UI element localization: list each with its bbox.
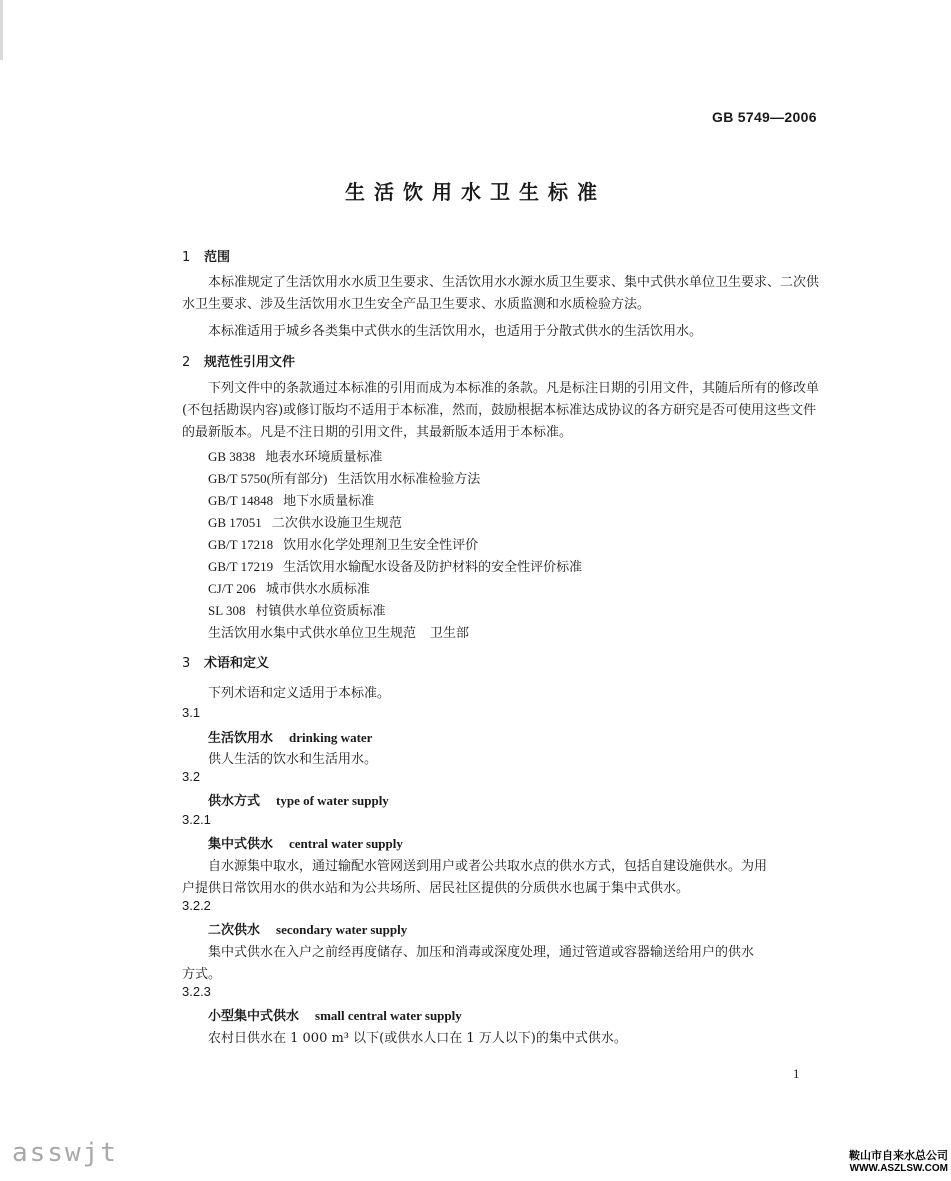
clause-number: 3.2.3 [182, 984, 211, 999]
reference-item [208, 468, 480, 487]
section-2-paragraph-1: 下列文件中的条款通过本标准的引用而成为本标准的条款。凡是标注日期的引用文件，其随后所有的修改单(不包括勘误内容)或修订版均不适用于本标准，然而，鼓励根据本标准达成协议的各方研究是否可使用这些文件的最新版本。凡是不注日期的引用文件，其最新版本适用于本标准。 [182, 381, 820, 440]
section-3-heading [182, 652, 269, 671]
clause-number: 3.2.1 [182, 812, 211, 827]
reference-item [208, 534, 478, 553]
reference-code: 生活饮用水集中式供水单位卫生规范 [208, 626, 417, 641]
reference-name: 村镇供水单位资质标准 [255, 604, 386, 619]
reference-item [208, 512, 402, 531]
term-definition-line-1: 集中式供水在入户之前经再度储存、加压和消毒或深度处理，通过管道或容器输送给用户的供水 [208, 945, 755, 960]
reference-name: 城市供水水质标准 [265, 582, 370, 597]
page-number: 1 [793, 1066, 800, 1081]
reference-name: 饮用水化学处理剂卫生安全性评价 [283, 538, 479, 553]
section-2-heading [182, 351, 295, 370]
reference-code: GB/T 17218 [208, 537, 274, 552]
reference-code: GB 3838 [208, 449, 256, 464]
reference-item [208, 490, 374, 509]
term-heading [208, 833, 403, 852]
term-heading [208, 1005, 462, 1024]
section-number: 2 [182, 355, 191, 370]
scan-edge [0, 0, 3, 60]
section-1-heading [182, 246, 230, 265]
watermark-company: 鞍山市自来水总公司 [849, 1149, 948, 1162]
watermark-left: asswjt [12, 1138, 118, 1168]
standard-number: GB 5749—2006 [712, 109, 817, 125]
term-definition-line-1: 自水源集中取水，通过输配水管网送到用户或者公共取水点的供水方式，包括自建设施供水。为用 [208, 859, 768, 874]
reference-name: 地下水质量标准 [283, 494, 375, 509]
term-en: drinking water [289, 730, 373, 745]
term-definition: 农村日供水在 1 000 m³ 以下(或供水人口在 1 万人以下)的集中式供水。 [208, 1031, 627, 1046]
section-1-paragraph-2: 本标准适用于城乡各类集中式供水的生活饮用水，也适用于分散式供水的生活饮用水。 [208, 324, 703, 339]
section-1-paragraph-1: 本标准规定了生活饮用水水质卫生要求、生活饮用水水源水质卫生要求、集中式供水单位卫生要求、二次供水卫生要求、涉及生活饮用水卫生安全产品卫生要求、水质监测和水质检验方法。 [182, 275, 820, 312]
reference-name: 生活饮用水输配水设备及防护材料的安全性评价标准 [283, 560, 583, 575]
section-title: 范围 [204, 250, 231, 265]
term-zh: 二次供水 [208, 923, 261, 938]
term-en: type of water supply [276, 793, 389, 808]
reference-code: GB/T 14848 [208, 493, 274, 508]
reference-code: CJ/T 206 [208, 581, 256, 596]
clause-number: 3.1 [182, 705, 201, 720]
reference-name: 地表水环境质量标准 [265, 450, 383, 465]
term-definition-line-2: 户提供日常饮用水的供水站和为公共场所、居民社区提供的分质供水也属于集中式供水。 [182, 881, 690, 896]
term-zh: 集中式供水 [208, 837, 274, 852]
reference-name: 二次供水设施卫生规范 [271, 516, 402, 531]
term-heading [208, 919, 407, 938]
term-en: small central water supply [315, 1008, 462, 1023]
section-title: 术语和定义 [204, 656, 270, 671]
reference-item [208, 578, 370, 597]
term-definition: 供人生活的饮水和生活用水。 [208, 752, 378, 767]
page-title: 生活饮用水卫生标准 [345, 180, 606, 204]
term-definition-line-2: 方式。 [182, 967, 222, 982]
term-heading [208, 790, 389, 809]
reference-item [208, 600, 385, 619]
clause-number: 3.2.2 [182, 898, 211, 913]
section-number: 3 [182, 656, 191, 671]
term-zh: 小型集中式供水 [208, 1009, 300, 1024]
section-3-intro: 下列术语和定义适用于本标准。 [208, 686, 391, 701]
term-zh: 生活饮用水 [208, 731, 274, 746]
reference-item [208, 622, 469, 641]
term-heading [208, 727, 372, 746]
section-number: 1 [182, 250, 191, 265]
reference-name: 生活饮用水标准检验方法 [337, 472, 481, 487]
reference-code: GB/T 17219 [208, 559, 274, 574]
watermark-url: WWW.ASZLSW.COM [849, 1163, 948, 1174]
reference-code: GB 17051 [208, 515, 262, 530]
reference-code: GB/T 5750(所有部分) [208, 471, 328, 486]
clause-number: 3.2 [182, 769, 201, 784]
section-title: 规范性引用文件 [204, 355, 296, 370]
reference-code: SL 308 [208, 603, 246, 618]
term-en: central water supply [289, 836, 403, 851]
reference-name: 卫生部 [430, 626, 470, 641]
reference-item [208, 556, 582, 575]
term-en: secondary water supply [276, 922, 408, 937]
watermark-right [818, 1147, 948, 1174]
term-zh: 供水方式 [208, 794, 261, 809]
reference-item [208, 446, 382, 465]
